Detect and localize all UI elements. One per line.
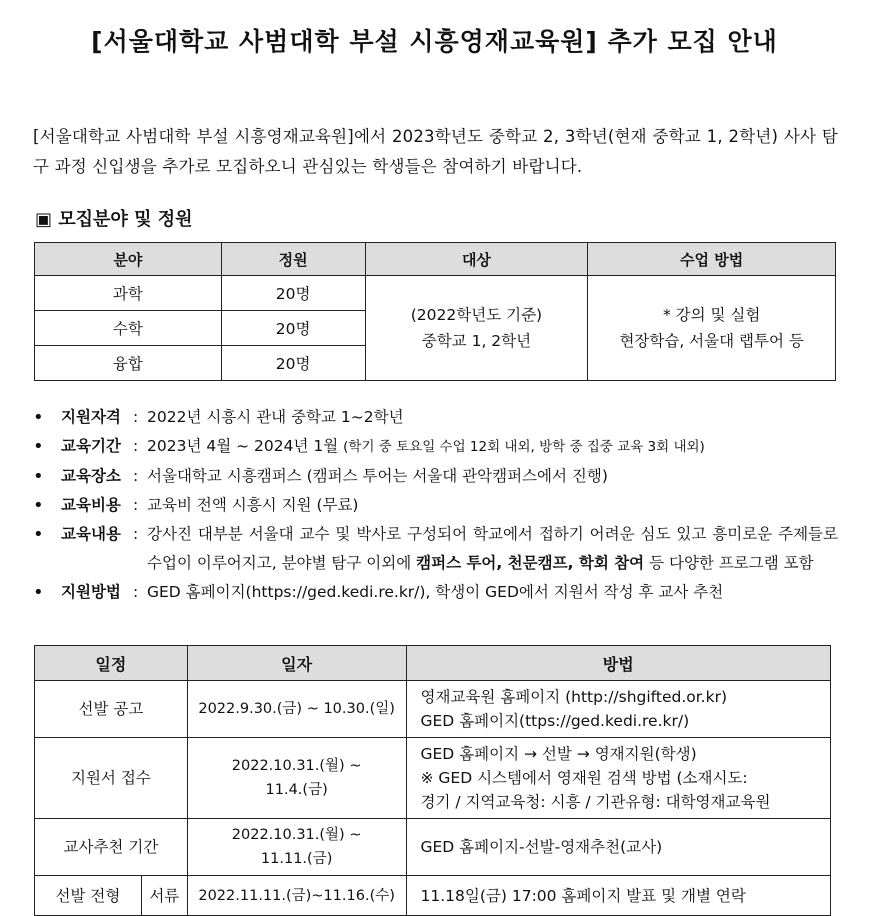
stage-cell: 선발 전형 bbox=[35, 876, 142, 916]
method-line: 현장학습, 서울대 랩투어 등 bbox=[619, 332, 804, 350]
date-line: 2022.10.31.(월) ~ bbox=[231, 758, 362, 774]
method-line: 영재교육원 홈페이지 (http://shgifted.or.kr) bbox=[420, 688, 728, 706]
date-line: 11.4.(금) bbox=[265, 782, 328, 798]
method-line: * 강의 및 실험 bbox=[662, 306, 761, 324]
item-colon: : bbox=[133, 525, 139, 543]
item-label: 지원방법 bbox=[61, 583, 121, 601]
item-colon: : bbox=[133, 408, 139, 426]
list-item bbox=[33, 432, 838, 462]
item-colon: : bbox=[133, 496, 139, 514]
item-value-wrap bbox=[147, 432, 838, 462]
bullet-icon: • bbox=[33, 524, 44, 545]
table-row bbox=[35, 738, 831, 819]
table-row bbox=[35, 276, 836, 311]
quota-cell: 20명 bbox=[221, 311, 365, 346]
method-line: 경기 / 지역교육청: 시흥 / 기관유형: 대학영재교육원 bbox=[420, 793, 771, 811]
quota-cell: 20명 bbox=[221, 346, 365, 381]
item-label: 교육기간 bbox=[61, 437, 121, 455]
target-line: (2022학년도 기준) bbox=[410, 306, 543, 324]
method-line: GED 홈페이지 → 선발 → 영재지원(학생) bbox=[420, 745, 697, 763]
item-value-tail: 등 다양한 프로그램 포함 bbox=[644, 554, 814, 572]
header-method: 수업 방법 bbox=[588, 243, 836, 276]
stage-cell: 지원서 접수 bbox=[35, 738, 188, 819]
item-label: 교육비용 bbox=[61, 496, 121, 514]
header-method: 방법 bbox=[406, 646, 831, 681]
recruit-table bbox=[34, 242, 836, 381]
date-line: 11.11.(금) bbox=[260, 851, 333, 867]
header-target: 대상 bbox=[365, 243, 588, 276]
stage-cell: 교사추천 기간 bbox=[35, 819, 188, 876]
field-cell: 융합 bbox=[35, 346, 222, 381]
item-colon: : bbox=[133, 437, 139, 455]
method-cell bbox=[406, 681, 831, 738]
item-highlight: 캠퍼스 투어, 천문캠프, 학회 참여 bbox=[416, 554, 645, 572]
field-cell: 수학 bbox=[35, 311, 222, 346]
schedule-table bbox=[34, 645, 831, 916]
item-colon: : bbox=[133, 583, 139, 601]
method-cell: 11.18일(금) 17:00 홈페이지 발표 및 개별 연락 bbox=[406, 876, 831, 916]
method-line: ※ GED 시스템에서 영재원 검색 방법 (소재시도: bbox=[420, 769, 748, 787]
date-cell bbox=[187, 738, 406, 819]
date-line: 2022.10.31.(월) ~ bbox=[231, 827, 362, 843]
item-value: 2023년 4월 ~ 2024년 1월 bbox=[147, 437, 339, 455]
intro-paragraph: [서울대학교 사범대학 부설 시흥영재교육원]에서 2023학년도 중학교 2, 3학년(현재 중학교 1, 2학년) 사사 탐구 과정 신입생을 추가로 모집하오니 관심있는 학생들은 참여하기 바랍니다. bbox=[33, 127, 838, 176]
schedule-table-header bbox=[35, 646, 831, 681]
item-value-wrap bbox=[147, 520, 838, 578]
stage-cell: 선발 공고 bbox=[35, 681, 188, 738]
list-item bbox=[33, 491, 838, 520]
info-list bbox=[33, 403, 838, 607]
page-title: [서울대학교 사범대학 부설 시흥영재교육원] 추가 모집 안내 bbox=[91, 27, 778, 56]
bullet-icon: • bbox=[33, 582, 44, 603]
item-note: (학기 중 토요일 수업 12회 내외, 방학 중 집중 교육 3회 내외) bbox=[343, 439, 705, 455]
method-line: GED 홈페이지(ttps://ged.kedi.re.kr/) bbox=[420, 712, 690, 730]
recruit-table-header bbox=[35, 243, 836, 276]
item-value: 2022년 시흥시 관내 중학교 1~2학년 bbox=[147, 408, 404, 426]
method-cell: GED 홈페이지-선발-영재추천(교사) bbox=[406, 819, 831, 876]
table-row bbox=[35, 876, 831, 916]
item-label: 교육내용 bbox=[61, 525, 121, 543]
header-field: 분야 bbox=[35, 243, 222, 276]
list-item bbox=[33, 462, 838, 491]
date-cell: 2022.9.30.(금) ~ 10.30.(일) bbox=[187, 681, 406, 738]
quota-cell: 20명 bbox=[221, 276, 365, 311]
item-value: 교육비 전액 시흥시 지원 (무료) bbox=[147, 496, 359, 514]
method-cell bbox=[406, 738, 831, 819]
table-row bbox=[35, 819, 831, 876]
section-heading: ▣ 모집분야 및 정원 bbox=[35, 209, 193, 230]
bullet-icon: • bbox=[33, 495, 44, 516]
bullet-icon: • bbox=[33, 436, 44, 457]
substage-cell: 서류 bbox=[141, 876, 187, 916]
bullet-icon: • bbox=[33, 466, 44, 487]
item-label: 교육장소 bbox=[61, 467, 121, 485]
target-line: 중학교 1, 2학년 bbox=[421, 332, 532, 350]
target-cell bbox=[365, 276, 588, 381]
item-value: 강사진 대부분 서울대 교수 및 박사로 구성되어 학교에서 접하기 어려운 심도 있고 흥미로운 주제들로 수업이 이루어지고, 분야별 탐구 이외에 bbox=[147, 525, 838, 572]
date-cell bbox=[187, 819, 406, 876]
header-quota: 정원 bbox=[221, 243, 365, 276]
header-date: 일자 bbox=[187, 646, 406, 681]
bullet-icon: • bbox=[33, 407, 44, 428]
list-item bbox=[33, 403, 838, 432]
date-cell: 2022.11.11.(금)~11.16.(수) bbox=[187, 876, 406, 916]
list-item bbox=[33, 578, 838, 607]
item-label: 지원자격 bbox=[61, 408, 121, 426]
list-item bbox=[33, 520, 838, 578]
field-cell: 과학 bbox=[35, 276, 222, 311]
header-stage: 일정 bbox=[35, 646, 188, 681]
table-row bbox=[35, 681, 831, 738]
item-value: GED 홈페이지(https://ged.kedi.re.kr/), 학생이 GED에서 지원서 작성 후 교사 추천 bbox=[147, 583, 724, 601]
item-colon: : bbox=[133, 467, 139, 485]
item-value: 서울대학교 시흥캠퍼스 (캠퍼스 투어는 서울대 관악캠퍼스에서 진행) bbox=[147, 467, 608, 485]
method-cell bbox=[588, 276, 836, 381]
